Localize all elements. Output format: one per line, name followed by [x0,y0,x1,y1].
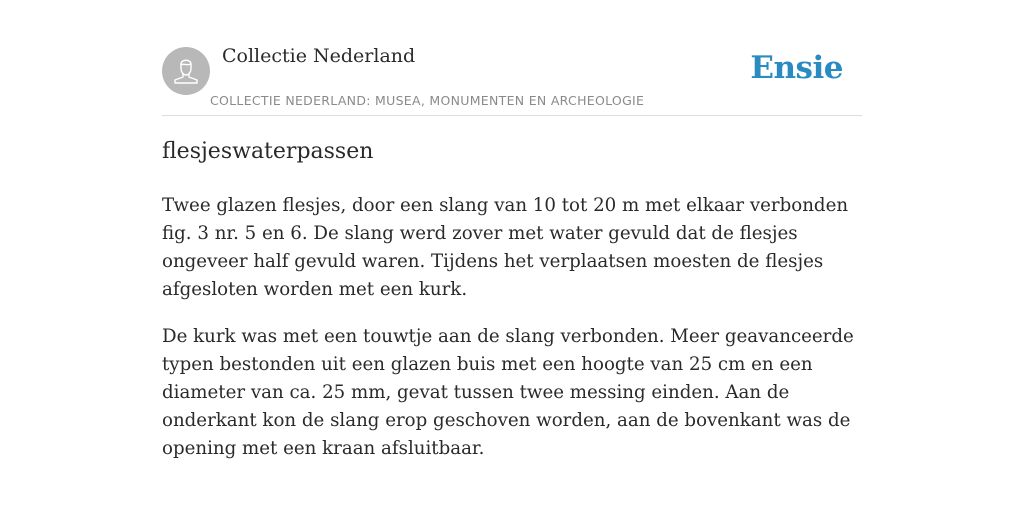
entry-title: flesjeswaterpassen [162,139,374,164]
ensie-logo[interactable]: Ensie [750,50,843,86]
source-label[interactable]: COLLECTIE NEDERLAND: MUSEA, MONUMENTEN EN ARCHEOLOGIE [210,93,645,108]
user-silhouette-icon [162,47,210,95]
entry-body [162,192,862,482]
author-avatar[interactable] [162,47,210,95]
entry-paragraph-1: Twee glazen flesjes, door een slang van 10 tot 20 m met elkaar verbonden fig. 3 nr. 5 en 6. De slang werd zover met water gevuld dat de flesjes ongeveer half gevuld waren. Tijdens het verplaatsen moesten de flesjes afgesloten worden met een kurk. [162,195,849,300]
entry-card [162,0,862,512]
header-divider [162,115,862,116]
author-name[interactable]: Collectie Nederland [222,45,416,67]
entry-paragraph-2: De kurk was met een touwtje aan de slang verbonden. Meer geavanceerde typen bestonden uit een glazen buis met een hoogte van 25 cm en een diameter van ca. 25 mm, gevat tussen twee messing einden. Aan de onderkant kon de slang erop geschoven worden, aan de bovenkant was de opening met een kraan afsluitbaar. [162,326,854,459]
